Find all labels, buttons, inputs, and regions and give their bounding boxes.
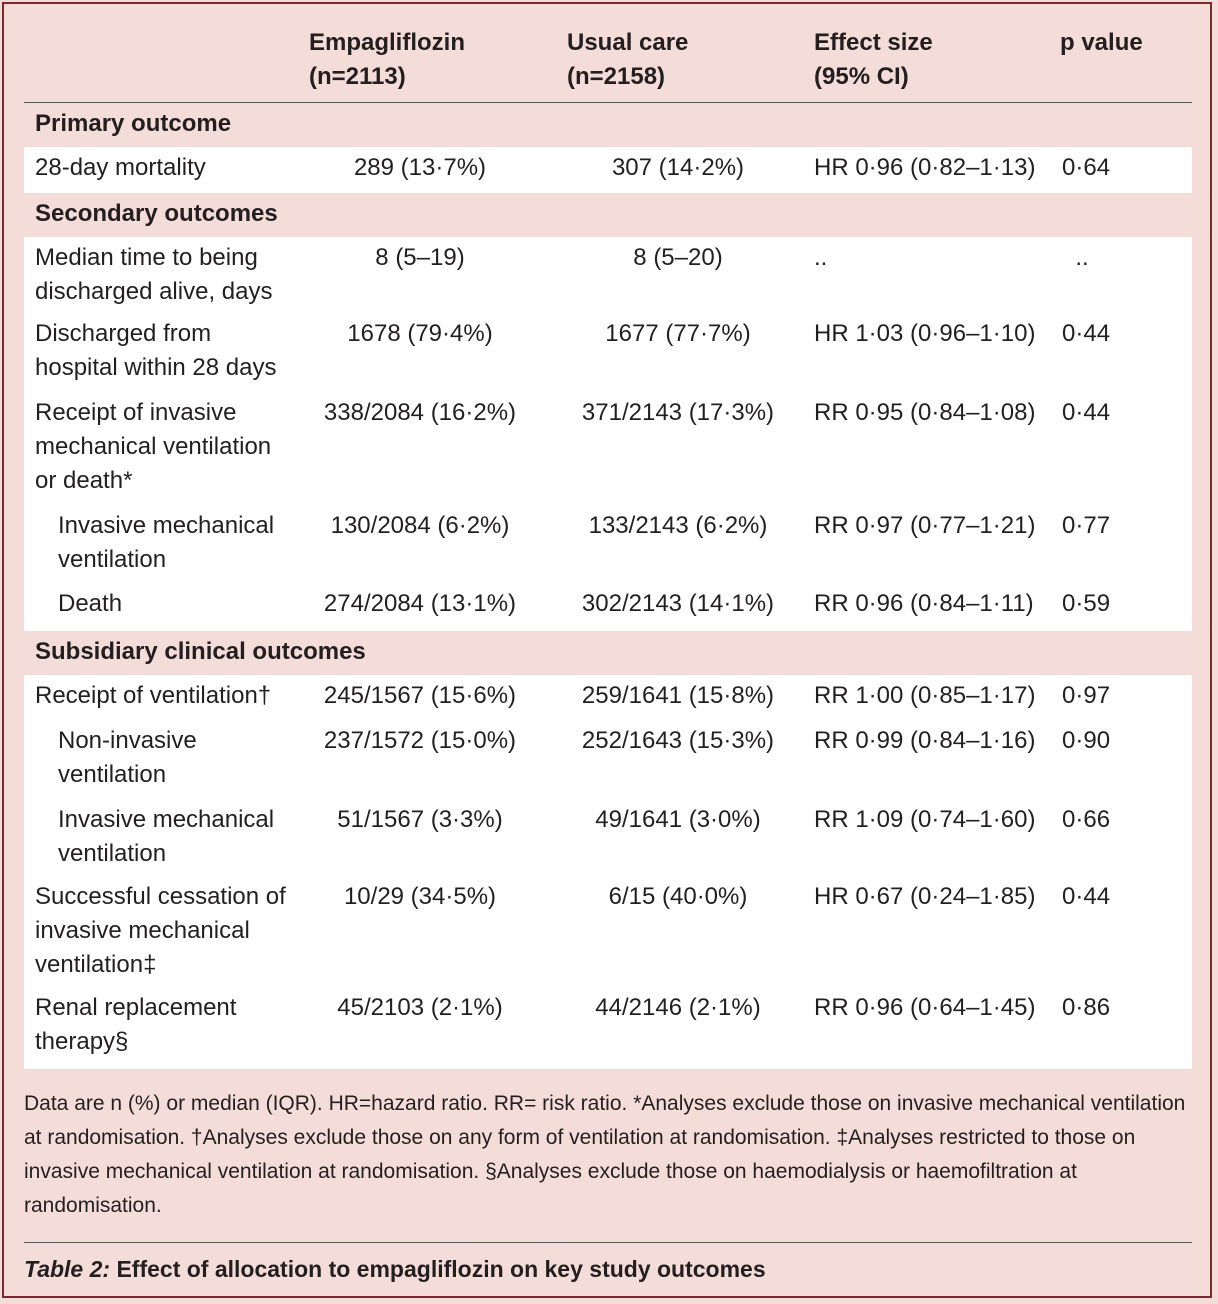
usual-care-value: 252/1643 (15·3%) bbox=[581, 727, 775, 754]
p-value: 0·77 bbox=[1062, 512, 1111, 539]
table-row bbox=[24, 675, 1192, 720]
usual-care-value: 8 (5–20) bbox=[633, 244, 723, 271]
effect-size-value: HR 1·03 (0·96–1·10) bbox=[814, 320, 1036, 347]
header-usual-care: Usual care (n=2158) bbox=[567, 29, 689, 90]
table-row bbox=[24, 394, 1192, 507]
effect-size-value: RR 1·09 (0·74–1·60) bbox=[814, 806, 1036, 833]
effect-size-value: RR 1·00 (0·85–1·17) bbox=[814, 682, 1036, 709]
effect-size-value: HR 0·96 (0·82–1·13) bbox=[814, 154, 1036, 181]
effect-size-value: RR 0·95 (0·84–1·08) bbox=[814, 399, 1036, 426]
empagliflozin-value: 245/1567 (15·6%) bbox=[323, 682, 517, 709]
empagliflozin-value: 338/2084 (16·2%) bbox=[323, 399, 517, 426]
empagliflozin-value: 274/2084 (13·1%) bbox=[323, 590, 517, 617]
usual-care-value: 6/15 (40·0%) bbox=[608, 883, 748, 910]
table-row bbox=[24, 991, 1192, 1069]
outcome-label: Death bbox=[58, 590, 123, 617]
effect-size-value: RR 0·96 (0·84–1·11) bbox=[814, 590, 1034, 617]
outcome-label: Non-invasive ventilation bbox=[58, 727, 197, 788]
header-p-value: p value bbox=[1060, 29, 1143, 56]
section-header-row bbox=[24, 103, 1192, 147]
outcome-label: Renal replacement therapy§ bbox=[35, 994, 237, 1055]
effect-size-value: RR 0·99 (0·84–1·16) bbox=[814, 727, 1036, 754]
usual-care-value: 302/2143 (14·1%) bbox=[581, 590, 775, 617]
usual-care-value: 49/1641 (3·0%) bbox=[595, 806, 761, 833]
table-row bbox=[24, 147, 1192, 193]
empagliflozin-value: 237/1572 (15·0%) bbox=[323, 727, 517, 754]
empagliflozin-value: 8 (5–19) bbox=[375, 244, 465, 271]
p-value: .. bbox=[1075, 244, 1089, 271]
empagliflozin-value: 289 (13·7%) bbox=[353, 154, 487, 181]
caption-text: Effect of allocation to empagliflozin on key study outcomes bbox=[110, 1256, 766, 1282]
usual-care-value: 133/2143 (6·2%) bbox=[588, 512, 768, 539]
section-label: Subsidiary clinical outcomes bbox=[35, 638, 366, 665]
outcome-label: Discharged from hospital within 28 days bbox=[35, 320, 277, 381]
table-row bbox=[24, 878, 1192, 991]
p-value: 0·44 bbox=[1062, 320, 1111, 347]
table-row bbox=[24, 507, 1192, 585]
table-row bbox=[24, 720, 1192, 799]
usual-care-value: 307 (14·2%) bbox=[611, 154, 745, 181]
table-footnote: Data are n (%) or median (IQR). HR=hazard ratio. RR= risk ratio. *Analyses exclude those on invasive mechanical ventilation at randomisation. †Analyses exclude those on any form of ventilation at randomisation. ‡Analyses restricted to those on invasive mechanical ventilation at randomisation. §Analyses exclude those on haemodialysis or haemofiltration at randomisation. bbox=[24, 1092, 1186, 1217]
table-body bbox=[24, 103, 1192, 1069]
section-header-row bbox=[24, 193, 1192, 237]
usual-care-value: 44/2146 (2·1%) bbox=[595, 994, 761, 1021]
outcome-label: 28-day mortality bbox=[35, 154, 206, 181]
empagliflozin-value: 1678 (79·4%) bbox=[347, 320, 493, 347]
p-value: 0·64 bbox=[1062, 154, 1111, 181]
section-label: Primary outcome bbox=[35, 110, 232, 137]
outcome-label: Receipt of invasive mechanical ventilation or death* bbox=[35, 399, 272, 494]
p-value: 0·44 bbox=[1062, 399, 1111, 426]
usual-care-value: 371/2143 (17·3%) bbox=[581, 399, 775, 426]
empagliflozin-value: 51/1567 (3·3%) bbox=[337, 806, 503, 833]
table-caption bbox=[24, 1252, 766, 1286]
table-row bbox=[24, 237, 1192, 315]
effect-size-value: .. bbox=[814, 244, 828, 271]
section-label: Secondary outcomes bbox=[35, 200, 278, 227]
p-value: 0·86 bbox=[1062, 994, 1111, 1021]
outcome-label: Successful cessation of invasive mechanical ventilation‡ bbox=[35, 883, 286, 978]
table-row bbox=[24, 315, 1192, 394]
section-header-row bbox=[24, 631, 1192, 675]
outcome-label: Invasive mechanical ventilation bbox=[58, 512, 275, 573]
p-value: 0·97 bbox=[1062, 682, 1111, 709]
p-value: 0·90 bbox=[1062, 727, 1111, 754]
table-header bbox=[24, 24, 1192, 103]
header-effect-size: Effect size (95% CI) bbox=[814, 29, 933, 90]
outcome-label: Invasive mechanical ventilation bbox=[58, 806, 275, 867]
empagliflozin-value: 45/2103 (2·1%) bbox=[337, 994, 503, 1021]
usual-care-value: 259/1641 (15·8%) bbox=[581, 682, 775, 709]
effect-size-value: RR 0·96 (0·64–1·45) bbox=[814, 994, 1036, 1021]
effect-size-value: HR 0·67 (0·24–1·85) bbox=[814, 883, 1036, 910]
outcome-label: Median time to being discharged alive, days bbox=[35, 244, 273, 305]
table-row bbox=[24, 585, 1192, 631]
header-empagliflozin: Empagliflozin (n=2113) bbox=[309, 29, 465, 90]
outcome-label: Receipt of ventilation† bbox=[35, 682, 272, 709]
p-value: 0·44 bbox=[1062, 883, 1111, 910]
caption-label: Table 2: bbox=[24, 1256, 111, 1282]
usual-care-value: 1677 (77·7%) bbox=[605, 320, 751, 347]
effect-size-value: RR 0·97 (0·77–1·21) bbox=[814, 512, 1036, 539]
table-row bbox=[24, 799, 1192, 878]
p-value: 0·66 bbox=[1062, 806, 1111, 833]
empagliflozin-value: 10/29 (34·5%) bbox=[343, 883, 497, 910]
caption-divider bbox=[24, 1242, 1192, 1243]
empagliflozin-value: 130/2084 (6·2%) bbox=[330, 512, 510, 539]
p-value: 0·59 bbox=[1062, 590, 1111, 617]
